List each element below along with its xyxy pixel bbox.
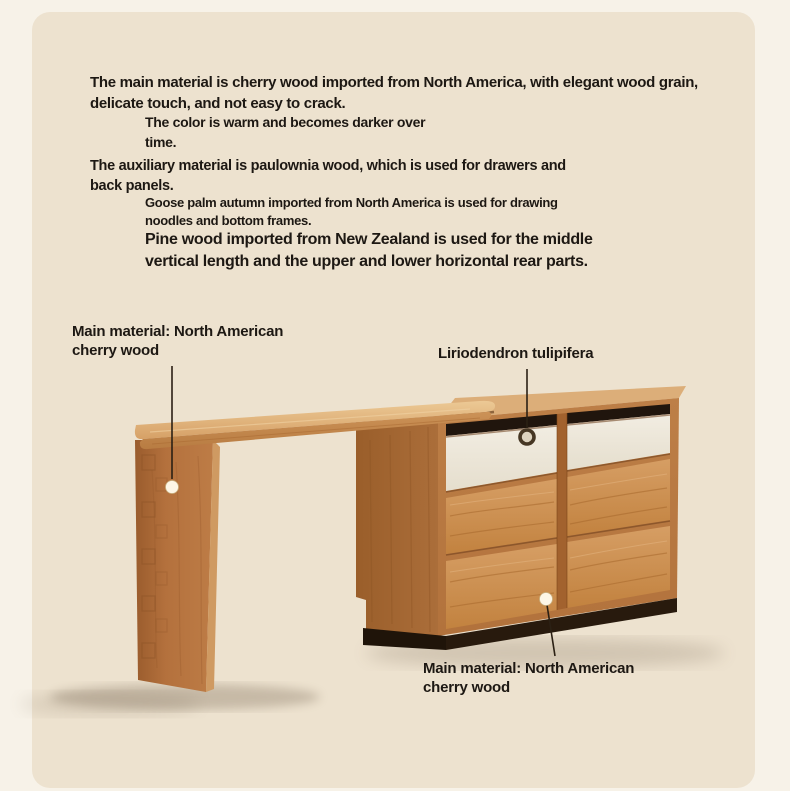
marker-ring-white-drawer [520, 430, 534, 444]
cabinet-side-panel [356, 419, 438, 636]
material-description-goosepalm: Goose palm autumn imported from North America is used for drawing noodles and bottom frames. [145, 195, 558, 228]
marker-dot-bottom-drawer [540, 593, 553, 606]
callout-label-liriodendron: Liriodendron tulipifera [438, 345, 594, 362]
callout-label-main-material-drawer: Main material: North American cherry wood [423, 660, 635, 696]
cabinet-center-divider [557, 413, 567, 610]
material-description-main: The main material is cherry wood imported from North America, with elegant wood grain, delicate touch, and not easy to crack. [90, 74, 698, 112]
material-description-auxiliary: The auxiliary material is paulownia wood, which is used for drawers and back panels. [90, 158, 566, 194]
marker-dot-desk-leg [166, 481, 179, 494]
callout-label-main-material-desk: Main material: North American cherry wood [72, 323, 284, 359]
material-description-color: The color is warm and becomes darker over time. [145, 114, 426, 150]
material-description-pine: Pine wood imported from New Zealand is used for the middle vertical length and the upper and lower horizontal rear parts. [145, 231, 593, 270]
